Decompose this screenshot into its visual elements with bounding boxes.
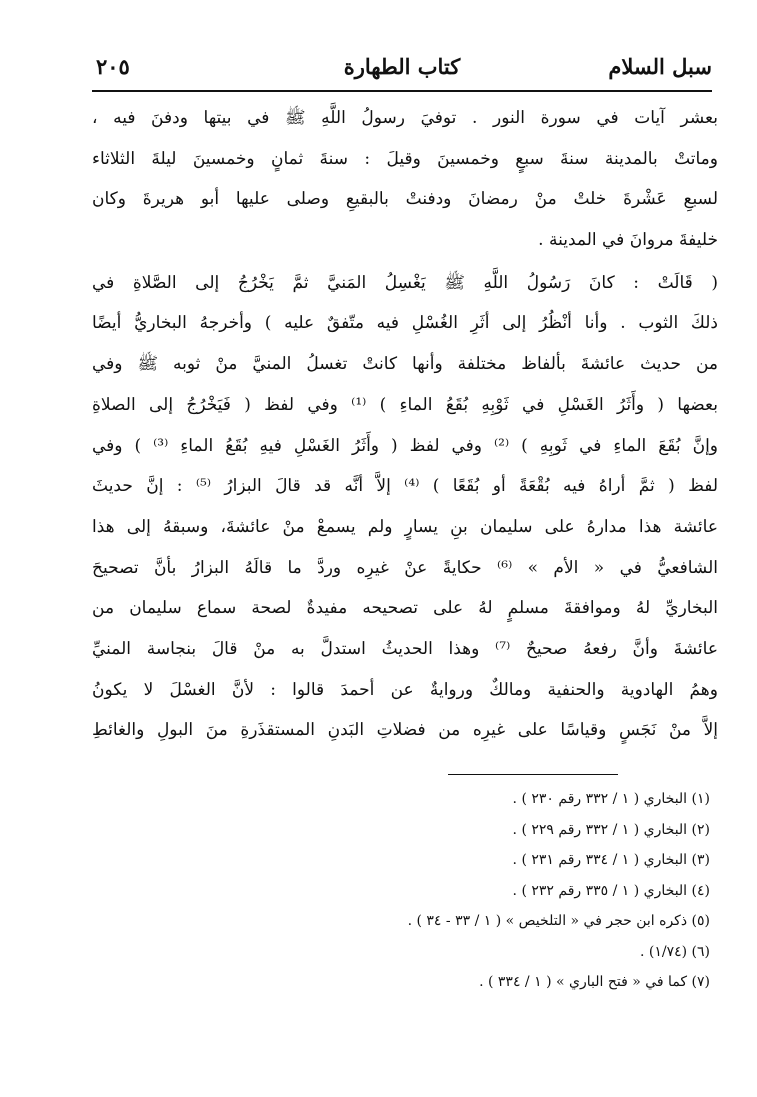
text-line: ( قَالَتْ : كانَ رَسُولُ اللَّهِ ﷺ يَغْسِلُ المَنيَّ ثمَّ يَخْرُجُ إلى الصَّلاةِ في [92, 272, 718, 293]
footnote-item: (٦) (١/٧٤) . [639, 943, 710, 960]
book-title: سبل السلام [608, 54, 712, 79]
text-line: خليفةَ مروانَ في المدينة . [538, 230, 718, 251]
text-line: وهمُ الهادوية والحنفية ومالكٌ وروايةٌ عن أحمدَ قالوا : لأنَّ الغسْلَ لا يكونُ [92, 679, 718, 700]
text-line: وإنَّ بُقَعَ الماءِ في ثَوبِهِ ) ⁽²⁾ وفي لفظ ( وأَثَرُ الغَسْلِ فيهِ بُقَعُ الماءِ ⁽³⁾ ) وفي [92, 435, 718, 456]
text-line: بعضها ( وأَثَرُ الغَسْلِ في ثَوْبِهِ بُقَعُ الماءِ ) ⁽¹⁾ وفي لفظ ( فَيَخْرُجُ إلى الصلاةِ [92, 394, 718, 415]
text-line: البخاريِّ لهُ وموافقةَ مسلمٍ لهُ على تصحيحه مفيدةٌ لصحة سماع سليمان من [92, 598, 718, 619]
text-line: من حديث عائشةَ بألفاظ مختلفة وأنها كانتْ تغسلُ المنيَّ منْ ثوبه ﷺ وفي [92, 354, 718, 375]
text-line: عائشةَ وأنَّ رفعهُ صحيحٌ ⁽⁷⁾ وهذا الحديثُ استدلَّ به منْ قالَ بنجاسة المنيِّ [92, 638, 718, 659]
footnote-separator [448, 774, 618, 775]
running-header [92, 50, 712, 92]
footnote-item: (٥) ذكره ابن حجر في « التلخيص » ( ١ / ٣٣ - ٣٤ ) . [407, 913, 710, 929]
text-line: الشافعيُّ في « الأم » ⁽⁶⁾ حكايةً عنْ غيرِه وردَّ ما قالَهُ البزارُ بأنَّ تصحيحَ [92, 557, 718, 578]
footnote-item: (٣) البخاري ( ١ / ٣٣٤ رقم ٢٣١ ) . [512, 852, 710, 868]
text-line: لسبعِ عَشْرةَ خلتْ منْ رمضانَ ودفنتْ بالبقيعِ وصلى عليها أبو هريرةَ وكان [92, 189, 718, 210]
footnote-item: (٢) البخاري ( ١ / ٣٣٢ رقم ٢٢٩ ) . [512, 821, 710, 838]
text-line: ذلكَ الثوب . وأنا أنْظُرُ إلى أثَرِ الغُسْلِ فيه متّفقٌ عليه ) وأخرجهُ البخاريُّ أيضًا [92, 313, 718, 334]
footnotes [300, 784, 710, 998]
text-line: إلاَّ منْ نَجَسٍ وقياسًا على غيرِه من فضلاتِ البَدنِ المستقذَرةِ منَ البولِ والغائطِ [92, 720, 718, 741]
text-line: بعشر آيات في سورة النور . توفيَ رسولُ اللَّهِ ﷺ في بيتها ودفنَ فيه ، [92, 108, 718, 128]
footnote-item: (١) البخاري ( ١ / ٣٣٢ رقم ٢٣٠ ) . [512, 791, 710, 807]
text-line: عائشة هذا مدارهُ على سليمان بنِ يسارٍ ولم يسمعْ منْ عائشةَ، وسبقهُ إلى هذا [92, 516, 718, 537]
text-line: لفظ ( ثمَّ أراهُ فيه بُقْعَةً أو بُقَعًا ) ⁽⁴⁾ إلاَّ أنَّه قد قالَ البزارُ ⁽⁵⁾ : إنَّ حديثَ [92, 476, 718, 497]
footnote-item: (٤) البخاري ( ١ / ٣٣٥ رقم ٢٣٢ ) . [512, 882, 710, 899]
text-line: وماتتْ بالمدينة سنةَ سبعٍ وخمسينَ وقيلَ : سنةَ ثمانٍ وخمسينَ ليلةَ الثلاثاء [92, 148, 718, 169]
page-number: ٢٠٥ [96, 54, 130, 79]
footnote-item: (٧) كما في « فتح الباري » ( ١ / ٣٣٤ ) . [479, 974, 710, 990]
main-text [92, 98, 718, 751]
chapter-title: كتاب الطهارة [343, 54, 461, 79]
